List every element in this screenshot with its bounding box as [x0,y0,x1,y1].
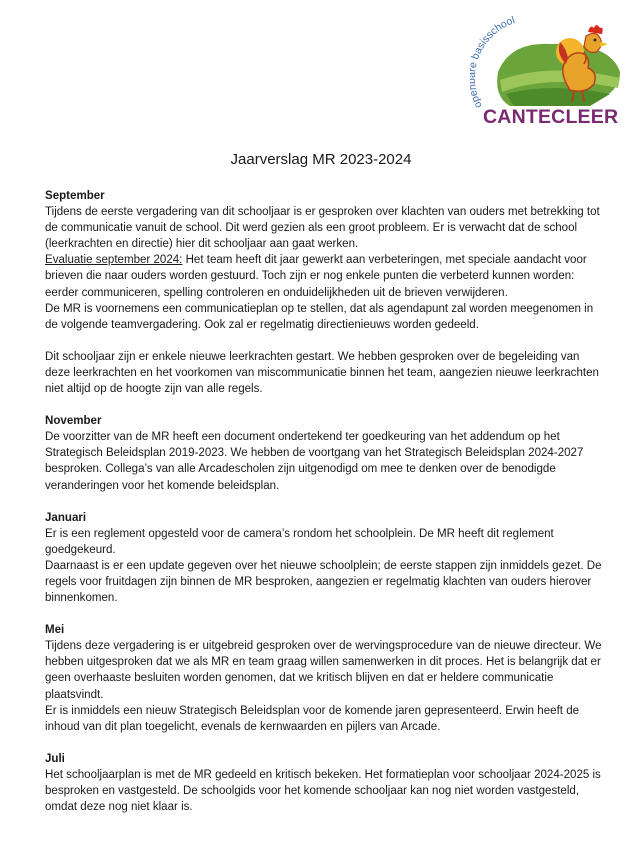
section-januari [45,510,605,607]
section-heading: November [45,415,102,428]
paragraph: Er is inmiddels een nieuw Strategisch Beleidsplan voor de komende jaren gepresenteerd. Erwin heeft de inhoud van dit plan toegelicht, evenals de kernwaarden en pijlers van Arcade. [45,704,580,733]
page-title: Jaarverslag MR 2023-2024 [230,151,412,168]
paragraph: De MR is voornemens een communicatieplan op te stellen, dat als agendapunt zal worden meegenomen in de volgende teamvergadering. Ook zal er regelmatig directienieuws worden gedeeld. [45,302,594,331]
paragraph: Het schooljaarplan is met de MR gedeeld en kritisch bekeken. Het formatieplan voor schooljaar 2024-2025 is besproken en vastgesteld. De schoolgids voor het komende schooljaar kan nog niet worden vastgesteld, omdat deze nog niet klaar is. [45,768,601,814]
section-mei [45,622,605,735]
paragraph: De voorzitter van de MR heeft een document ondertekend ter goedkeuring van het addendum op het Strategisch Beleidsplan 2019-2023. We hebben de voortgang van het Strategisch Beleidsplan 2024-2027 besproken. Collega’s van alle Arcadescholen zijn uitgenodigd om mee te denken over de benodigde veranderingen voor het komende beleidsplan. [45,431,584,492]
paragraph: Dit schooljaar zijn er enkele nieuwe leerkrachten gestart. We hebben gesproken over de begeleiding van deze leerkrachten en het voorkomen van miscommunicatie binnen het team, aangezien nieuwe leerkrachten niet altijd op de hoogte zijn van alle regels. [45,350,599,396]
report-body [45,188,605,831]
section-september [45,188,605,397]
section-heading: September [45,190,105,202]
paragraph: Tijdens de eerste vergadering van dit schooljaar is er gesproken over klachten van ouders met betrekking tot de communicatie vanuit de school. Dit werd gezien als een groot probleem. Er is verwacht dat de school (leerkrachten en directie) hier dit schooljaar aan gaat werken. [45,206,600,251]
evaluation-label: Evaluatie september 2024: [45,254,183,267]
logo-arc-text: op basisschool [470,14,517,111]
logo-wordmark: CANTECLEER [483,106,619,128]
section-juli [45,751,605,815]
section-heading: Mei [45,624,65,637]
paragraph [45,252,605,300]
paragraph: Daarnaast is er een update gegeven over het nieuwe schoolplein; de eerste stappen zijn inmiddels gezet. De regels voor fruitdagen zijn binnen de MR besproken, aangezien er regelmatig klachten van ouders hierover binnenkomen. [45,559,602,605]
evaluation-text: Het team heeft dit jaar gewerkt aan verbeteringen, met speciale aandacht voor brieven die naar ouders worden gestuurd. Toch zijn er nog enkele punten die verbeterd kunnen worden: eerder communiceren, spelling controleren en onduidelijkheden uit de brieven verwijderen. [45,254,587,299]
section-heading: Januari [45,511,87,524]
paragraph: Tijdens deze vergadering is er uitgebreid gesproken over de wervingsprocedure van de nieuwe directeur. We hebben uitgesproken dat we als MR en team graag willen samenwerken in dit proces. Het is belangrijk dat er geen overhaaste besluiten worden genomen, dat we kritisch blijven en dat er heldere communicatie plaatsvindt. [45,640,602,701]
paragraph: Er is een reglement opgesteld voor de camera’s rondom het schoolplein. De MR heeft dit reglement goedgekeurd. [45,527,554,556]
section-heading: Juli [45,752,65,765]
section-november [45,413,605,493]
